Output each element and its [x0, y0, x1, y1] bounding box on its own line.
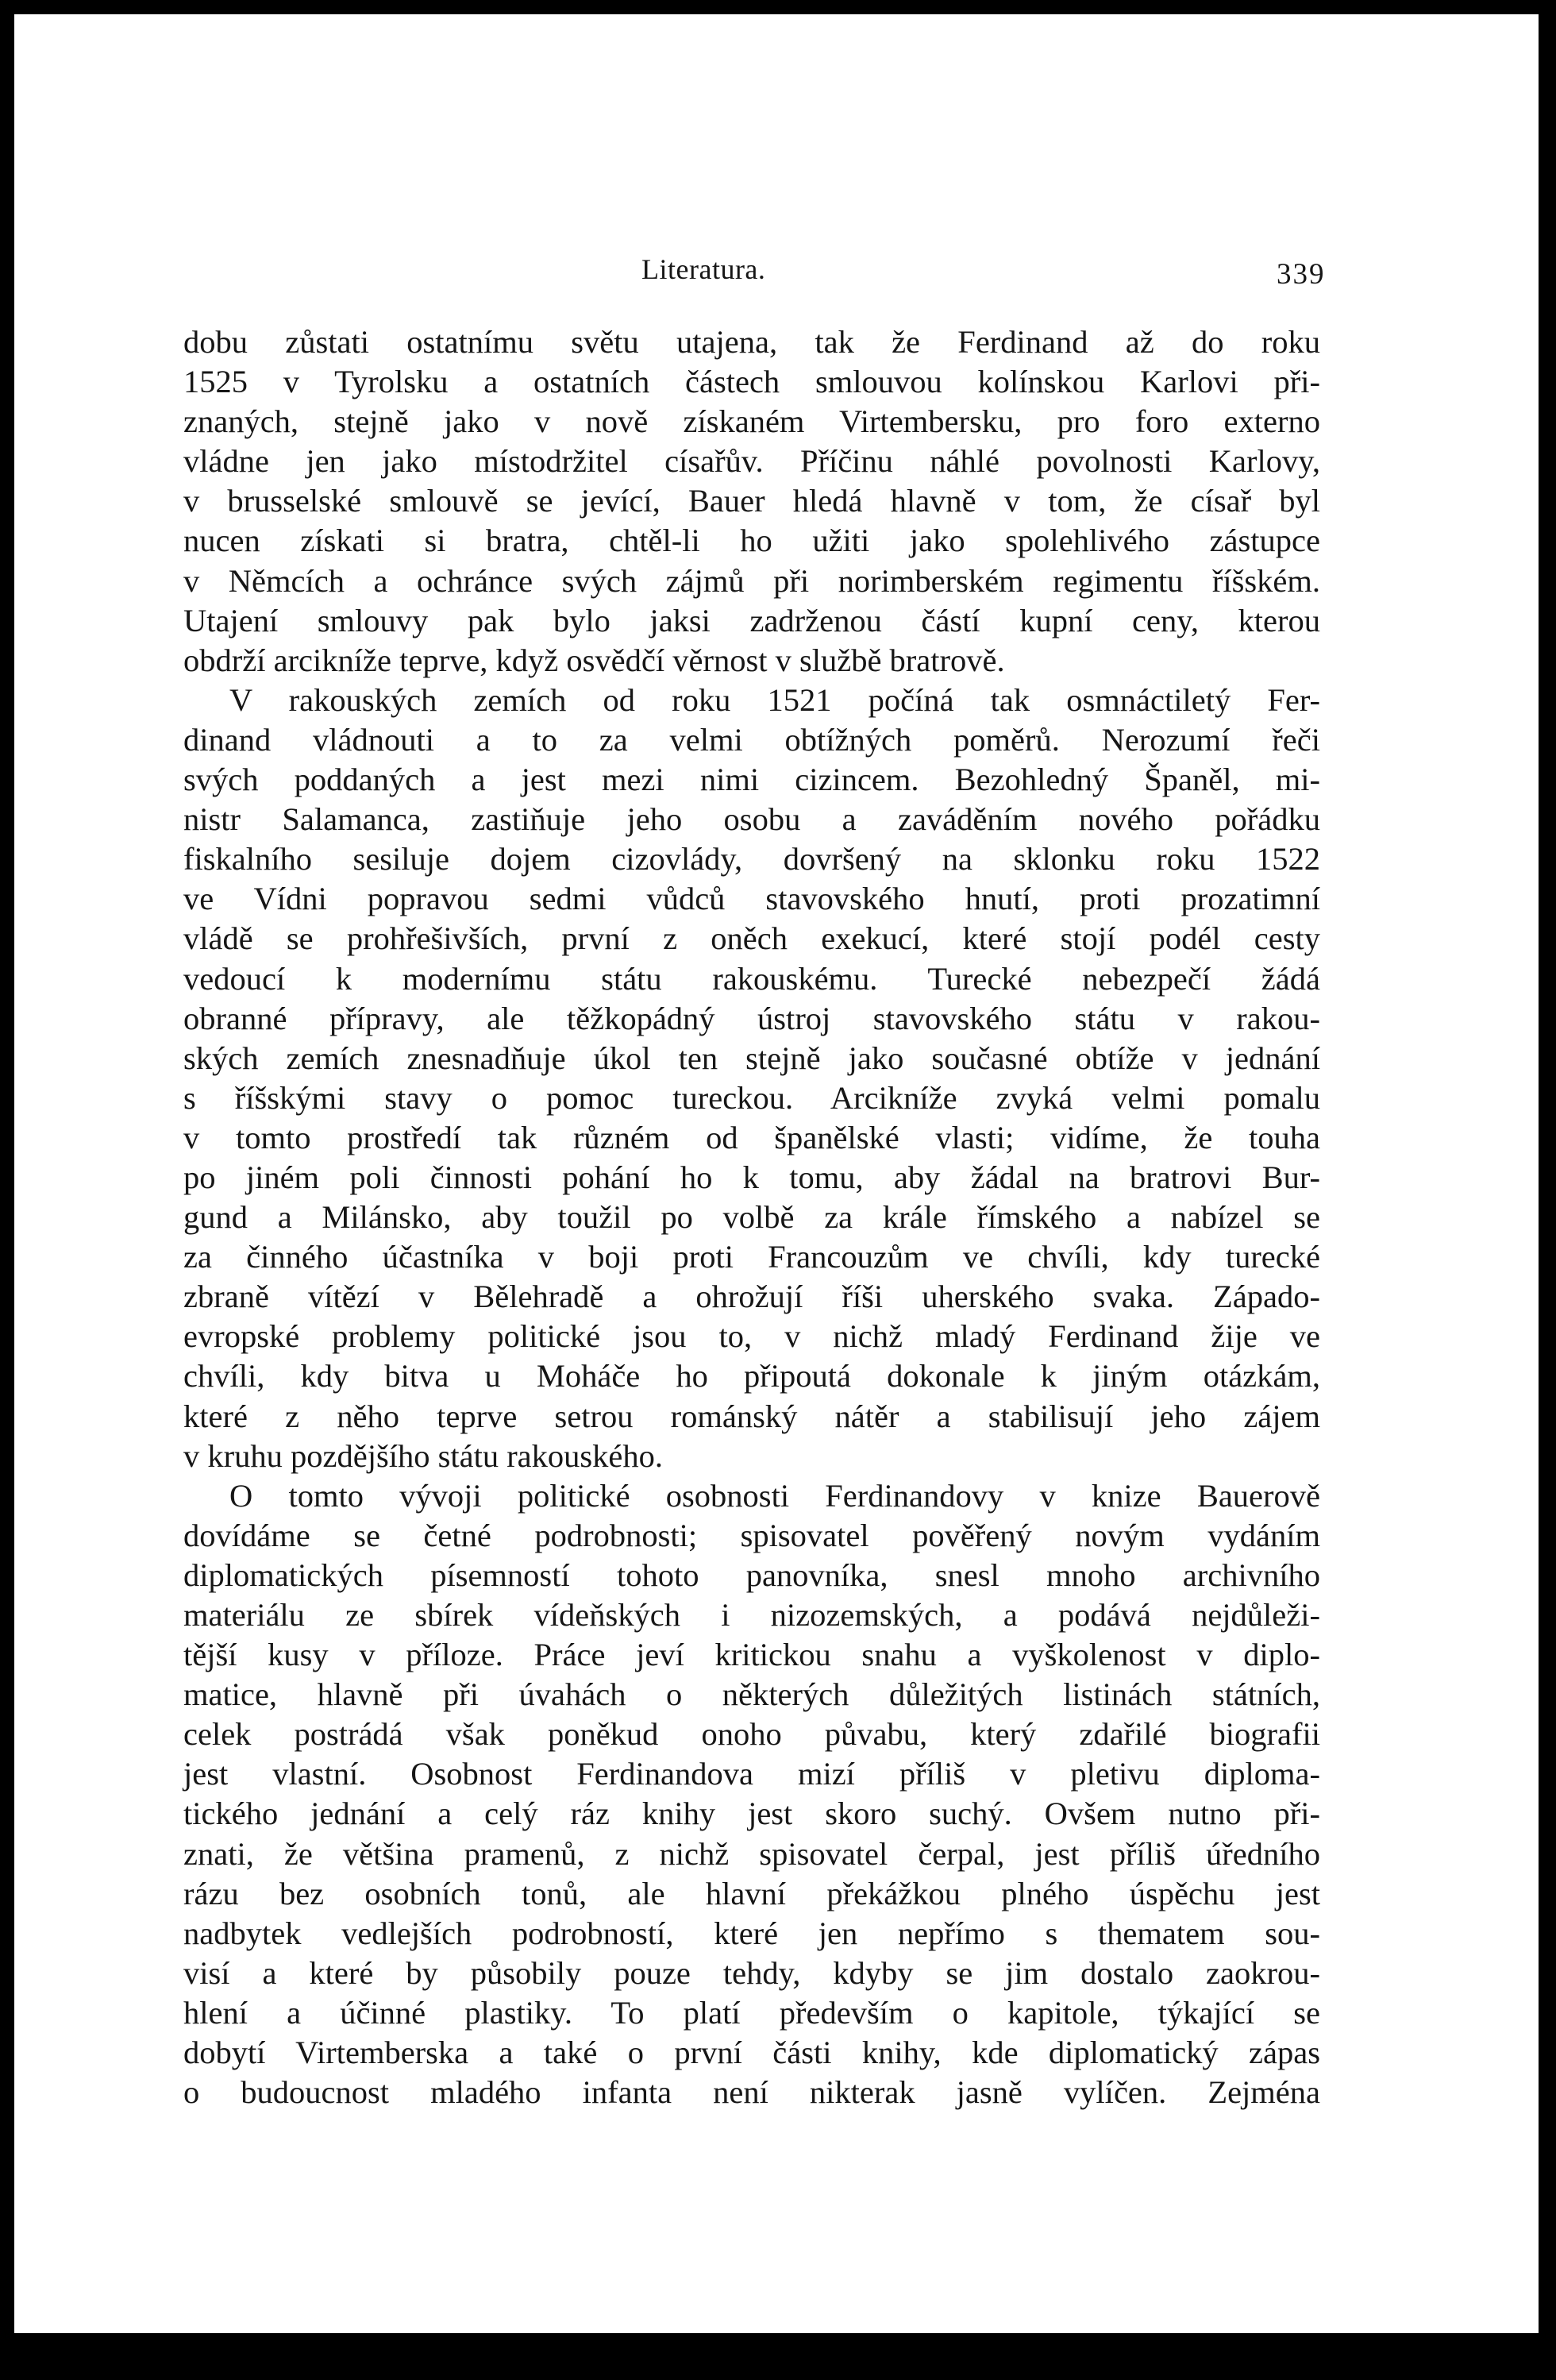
- text-line: ve Vídni popravou sedmi vůdců stavovského hnutí, proti prozatimní: [183, 881, 1320, 917]
- text-line: vedoucí k modernímu státu rakouskému. Turecké nebezpečí žádá: [183, 960, 1320, 997]
- text-line: obdrží arcikníže teprve, když osvědčí věrnost v službě bratrově.: [183, 642, 1005, 678]
- text-line: znaných, stejně jako v nově získaném Virtembersku, pro foro externo: [183, 403, 1320, 440]
- text-line: rázu bez osobních tonů, ale hlavní překážkou plného úspěchu jest: [183, 1875, 1320, 1911]
- text-line: znati, že většina pramenů, z nichž spisovatel čerpal, jest příliš úředního: [183, 1835, 1320, 1872]
- text-line: dobytí Virtemberska a také o první části knihy, kde diplomatický zápas: [183, 2035, 1320, 2071]
- text-line: za činného účastníka v boji proti Francouzům ve chvíli, kdy turecké: [183, 1239, 1320, 1275]
- text-line: s říšskými stavy o pomoc tureckou. Arcikníže zvyká velmi pomalu: [183, 1079, 1320, 1116]
- text-line: v tomto prostředí tak různém od španělské vlasti; vidíme, že touha: [183, 1119, 1320, 1155]
- text-line: matice, hlavně při úvahách o některých důležitých listinách státních,: [183, 1676, 1320, 1713]
- running-title: Literatura.: [641, 253, 766, 285]
- text-line: hlení a účinné plastiky. To platí především o kapitole, týkající se: [183, 1994, 1320, 2031]
- text-line: nadbytek vedlejších podrobností, které jen nepřímo s thematem sou-: [183, 1915, 1320, 1951]
- book-page: [14, 14, 1539, 2333]
- text-line: gund a Milánsko, aby toužil po volbě za krále římského a nabízel se: [183, 1199, 1320, 1236]
- text-line: 1525 v Tyrolsku a ostatních částech smlouvou kolínskou Karlovi při-: [183, 364, 1320, 400]
- text-line: evropské problemy politické jsou to, v nichž mladý Ferdinand žije ve: [183, 1318, 1320, 1355]
- text-line: o budoucnost mladého infanta není nikterak jasně vylíčen. Zejména: [183, 2074, 1320, 2111]
- body-text: [183, 322, 1320, 2112]
- text-line: vládě se prohřešivších, první z oněch exekucí, které stojí podél cesty: [183, 920, 1320, 957]
- text-line: dinand vládnouti a to za velmi obtížných poměrů. Nerozumí řeči: [183, 721, 1320, 758]
- text-line: nistr Salamanca, zastiňuje jeho osobu a zaváděním nového pořádku: [183, 801, 1320, 838]
- text-line: jest vlastní. Osobnost Ferdinandova mizí příliš v pletivu diploma-: [183, 1756, 1320, 1792]
- text-line: tického jednání a celý ráz knihy jest skoro suchý. Ovšem nutno při-: [183, 1796, 1320, 1832]
- text-line: které z něho teprve setrou románský nátěr a stabilisují jeho zájem: [183, 1398, 1320, 1434]
- text-line: V rakouských zemích od roku 1521 počíná tak osmnáctiletý Fer-: [229, 681, 1320, 718]
- text-line: materiálu ze sbírek vídeňských i nizozemských, a podává nejdůleži-: [183, 1597, 1320, 1633]
- text-line: visí a které by působily pouze tehdy, kdyby se jim dostalo zaokrou-: [183, 1954, 1320, 1991]
- text-line: vládne jen jako místodržitel císařův. Příčinu náhlé povolnosti Karlovy,: [183, 443, 1320, 480]
- text-line: svých poddaných a jest mezi nimi cizincem. Bezohledný Španěl, mi-: [183, 762, 1320, 798]
- text-line: chvíli, kdy bitva u Moháče ho připoutá dokonale k jiným otázkám,: [183, 1358, 1320, 1394]
- text-line: diplomatických písemností tohoto panovníka, snesl mnoho archivního: [183, 1556, 1320, 1593]
- text-line: v kruhu pozdějšího státu rakouského.: [183, 1437, 664, 1474]
- text-line: v Němcích a ochránce svých zájmů při norimberském regimentu říšském.: [183, 562, 1320, 599]
- text-line: O tomto vývoji politické osobnosti Ferdinandovy v knize Bauerově: [229, 1477, 1320, 1514]
- text-line: fiskalního sesiluje dojem cizovlády, dovršený na sklonku roku 1522: [183, 841, 1320, 878]
- page-header: [14, 253, 1539, 292]
- text-line: Utajení smlouvy pak bylo jaksi zadrženou částí kupní ceny, kterou: [183, 602, 1320, 638]
- text-line: tější kusy v příloze. Práce jeví kritickou snahu a vyškolenost v diplo-: [183, 1637, 1320, 1673]
- text-line: celek postrádá však poněkud onoho půvabu, který zdařilé biografii: [183, 1716, 1320, 1753]
- text-line: dobu zůstati ostatnímu světu utajena, tak že Ferdinand až do roku: [183, 324, 1320, 360]
- text-line: v brusselské smlouvě se jevící, Bauer hledá hlavně v tom, že císař byl: [183, 483, 1320, 519]
- page-number: 339: [1277, 258, 1326, 291]
- text-line: obranné přípravy, ale těžkopádný ústroj stavovského státu v rakou-: [183, 1000, 1320, 1036]
- text-line: nucen získati si bratra, chtěl-li ho užiti jako spolehlivého zástupce: [183, 523, 1320, 559]
- text-line: po jiném poli činnosti pohání ho k tomu, aby žádal na bratrovi Bur-: [183, 1159, 1320, 1195]
- text-line: zbraně vítězí v Bělehradě a ohrožují říši uherského svaka. Západo-: [183, 1279, 1320, 1315]
- text-line: dovídáme se četné podrobnosti; spisovatel pověřený novým vydáním: [183, 1517, 1320, 1553]
- text-line: ských zemích znesnadňuje úkol ten stejně jako současné obtíže v jednání: [183, 1040, 1320, 1076]
